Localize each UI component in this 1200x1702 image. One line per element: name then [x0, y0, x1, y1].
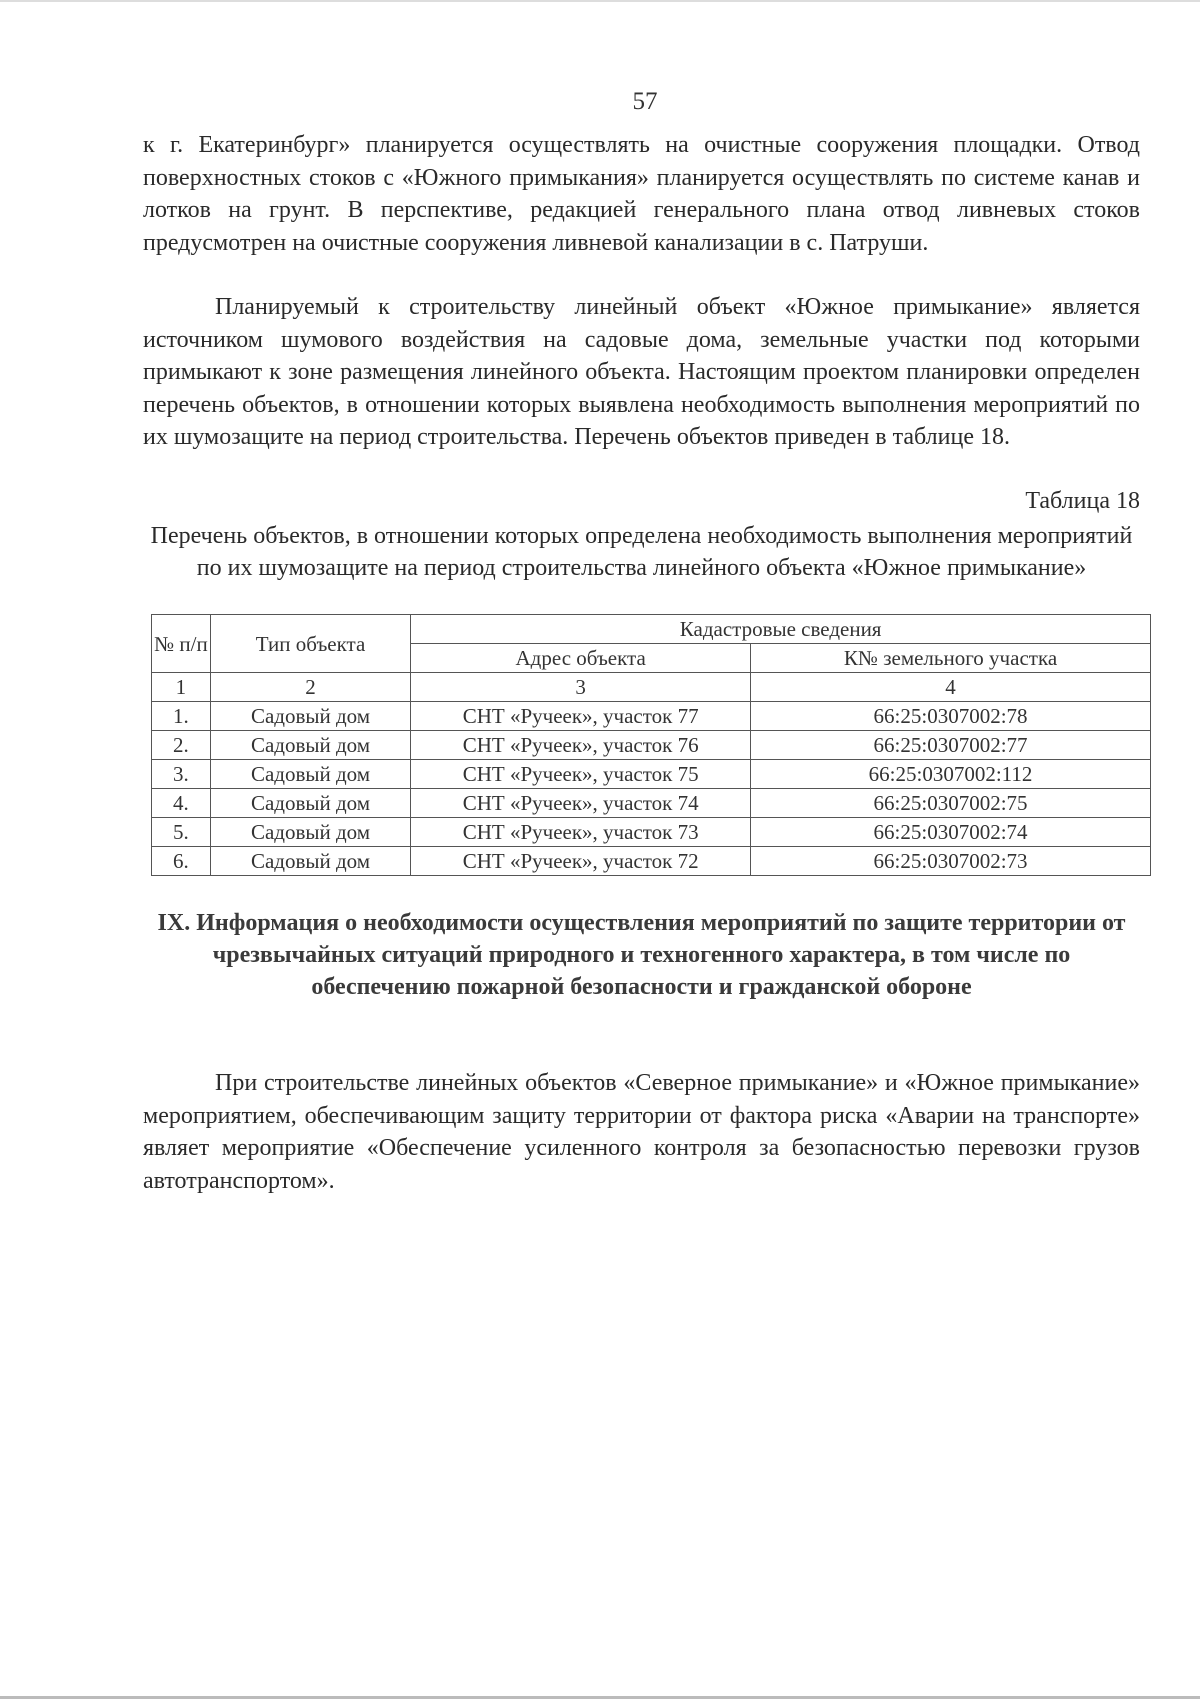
scan-edge — [0, 0, 1200, 2]
cell-type: Садовый дом — [210, 818, 410, 847]
cell-num: 1. — [152, 702, 211, 731]
cell-kn: 66:25:0307002:112 — [751, 760, 1151, 789]
table-label: Таблица 18 — [1025, 488, 1140, 514]
cell-address: СНТ «Ручеек», участок 72 — [411, 847, 751, 876]
table-row — [152, 847, 1151, 876]
scan-bottom-edge — [0, 1696, 1200, 1699]
header-num: № п/п — [152, 615, 211, 673]
column-number: 2 — [210, 673, 410, 702]
cell-kn: 66:25:0307002:77 — [751, 731, 1151, 760]
header-kn: К№ земельного участка — [751, 644, 1151, 673]
paragraph-text: к г. Екатеринбург» планируется осуществлять на очистные сооружения площадки. Отвод поверхностных стоков с «Южного примыкания» планируется осуществлять по системе канав и лотков на грунт. В перспективе, редакцией генерального плана отвод ливневых стоков предусмотрен на очистные сооружения ливневой канализации в с. Патруши. — [143, 132, 1140, 256]
cell-address: СНТ «Ручеек», участок 74 — [411, 789, 751, 818]
cell-num: 6. — [152, 847, 211, 876]
column-number: 1 — [152, 673, 211, 702]
paragraph-stormwater — [143, 129, 1140, 259]
paragraph-noise-impact — [143, 291, 1140, 454]
cell-num: 4. — [152, 789, 211, 818]
column-number: 4 — [751, 673, 1151, 702]
paragraph-text: При строительстве линейных объектов «Северное примыкание» и «Южное примыкание» мероприятием, обеспечивающим защиту территории от фактора риска «Аварии на транспорте» являет мероприятие «Обеспечение усиленного контроля за безопасностью перевозки грузов автотранспортом». — [143, 1070, 1140, 1194]
cell-type: Садовый дом — [210, 731, 410, 760]
header-type: Тип объекта — [210, 615, 410, 673]
cell-num: 3. — [152, 760, 211, 789]
cell-num: 2. — [152, 731, 211, 760]
paragraph-emergency-measures — [143, 1067, 1140, 1197]
cell-address: СНТ «Ручеек», участок 77 — [411, 702, 751, 731]
table-row — [152, 731, 1151, 760]
column-number: 3 — [411, 673, 751, 702]
cell-address: СНТ «Ручеек», участок 76 — [411, 731, 751, 760]
cell-num: 5. — [152, 818, 211, 847]
cell-kn: 66:25:0307002:74 — [751, 818, 1151, 847]
table-row — [152, 818, 1151, 847]
cell-type: Садовый дом — [210, 847, 410, 876]
cell-type: Садовый дом — [210, 789, 410, 818]
table-column-numbers-row — [152, 673, 1151, 702]
table-row — [152, 789, 1151, 818]
section-heading: IX. Информация о необходимости осуществления мероприятий по защите территории от чрезвычайных ситуаций природного и техногенного характера, в том числе по обеспечению пожарной безопасности и гражданской обороне — [157, 910, 1126, 1000]
cell-type: Садовый дом — [210, 702, 410, 731]
paragraph-text: Планируемый к строительству линейный объект «Южное примыкание» является источником шумового воздействия на садовые дома, земельные участки под которыми примыкают к зоне размещения линейного объекта. Настоящим проектом планировки определен перечень объектов, в отношении которых выявлена необходимость выполнения мероприятий по их шумозащите на период строительства. Перечень объектов приведен в таблице 18. — [143, 294, 1140, 451]
table-title: Перечень объектов, в отношении которых определена необходимость выполнения мероприятий по их шумозащите на период строительства линейного объекта «Южное примыкание» — [150, 523, 1133, 581]
cell-kn: 66:25:0307002:78 — [751, 702, 1151, 731]
cell-address: СНТ «Ручеек», участок 73 — [411, 818, 751, 847]
noise-protection-table — [151, 614, 1151, 876]
table-row — [152, 760, 1151, 789]
cell-address: СНТ «Ручеек», участок 75 — [411, 760, 751, 789]
header-address: Адрес объекта — [411, 644, 751, 673]
cell-kn: 66:25:0307002:75 — [751, 789, 1151, 818]
table-header-row — [152, 615, 1151, 644]
cell-type: Садовый дом — [210, 760, 410, 789]
cell-kn: 66:25:0307002:73 — [751, 847, 1151, 876]
table-row — [152, 702, 1151, 731]
page-number: 57 — [632, 88, 658, 115]
header-cadastral: Кадастровые сведения — [411, 615, 1151, 644]
